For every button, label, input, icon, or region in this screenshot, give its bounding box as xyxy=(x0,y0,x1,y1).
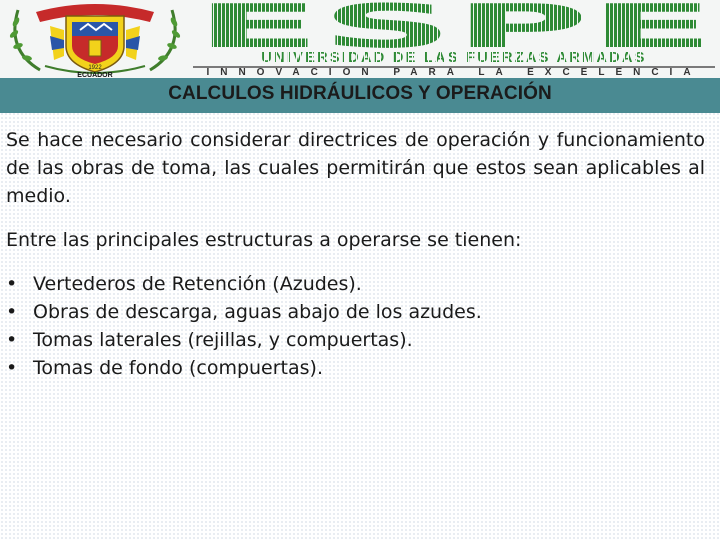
crest-country-text: ECUADOR xyxy=(77,72,113,78)
list-item-text: Vertederos de Retención (Azudes). xyxy=(33,273,362,295)
crest-year-text: 1922 xyxy=(88,65,102,71)
bullet-icon: • xyxy=(6,329,18,351)
bullet-icon: • xyxy=(6,357,18,379)
intro-paragraph: Se hace necesario considerar directrices de operación y funcionamiento de las obras de toma, las cuales permitirán que estos sean aplicables al medio. xyxy=(6,129,705,207)
espe-crest-logo xyxy=(0,0,190,78)
list-item xyxy=(6,326,705,354)
list-item xyxy=(6,354,705,382)
espe-wordmark-logo xyxy=(190,0,720,48)
slide-body xyxy=(6,126,705,382)
header-banner xyxy=(0,0,720,79)
university-name: UNIVERSIDAD DE LAS FUERZAS ARMADAS xyxy=(193,50,715,66)
list-item-text: Tomas laterales (rejillas, y compuertas). xyxy=(33,329,413,351)
university-motto: INNOVACIÓN PARA LA EXCELENCIA xyxy=(206,67,702,78)
lead-sentence: Entre las principales estructuras a operarse se tienen: xyxy=(6,229,522,251)
list-item-text: Tomas de fondo (compuertas). xyxy=(33,357,324,379)
bullet-icon: • xyxy=(6,273,18,295)
slide-title: CALCULOS HIDRÁULICOS Y OPERACIÓN xyxy=(168,83,552,104)
list-item xyxy=(6,270,705,298)
bullet-icon: • xyxy=(6,301,18,323)
brand-text: ESPE xyxy=(195,0,715,48)
list-item-text: Obras de descarga, aguas abajo de los azudes. xyxy=(33,301,482,323)
structures-list xyxy=(6,270,705,382)
list-item xyxy=(6,298,705,326)
